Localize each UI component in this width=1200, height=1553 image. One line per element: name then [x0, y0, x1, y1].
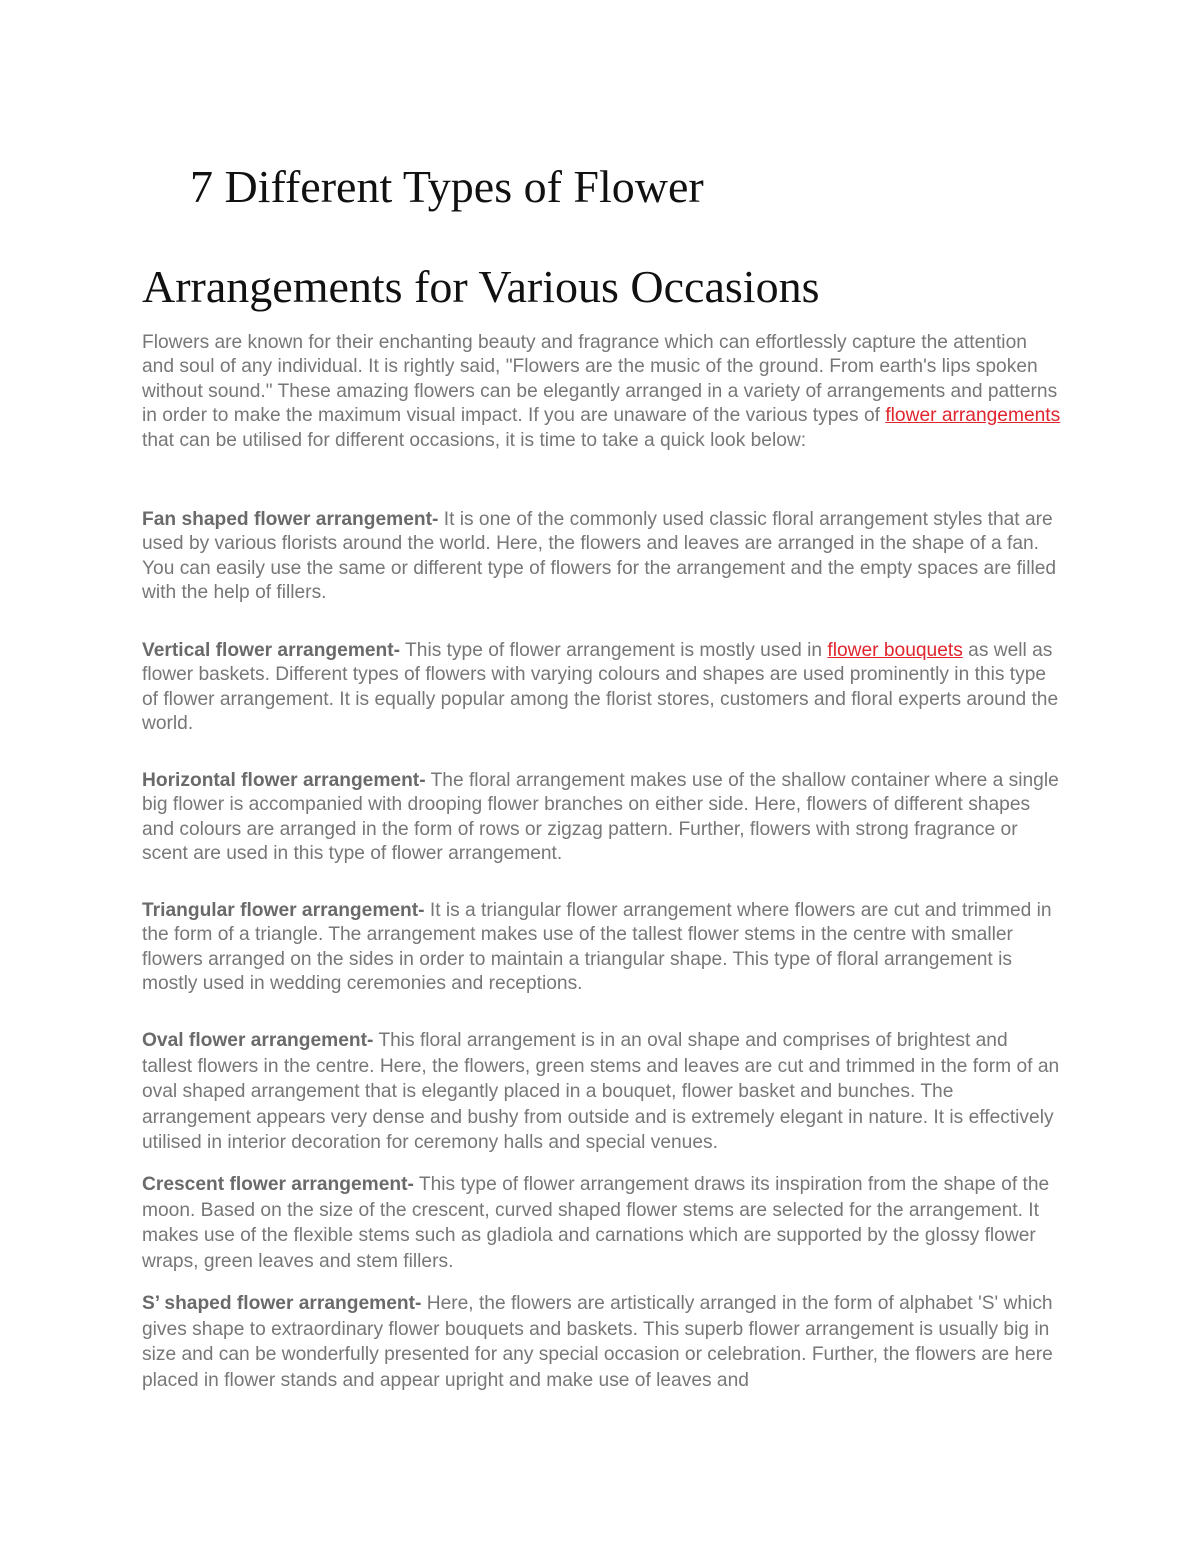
s-shaped-heading: S’ shaped flower arrangement-: [142, 1293, 422, 1314]
vertical-text-after-link: as well as flower baskets. Different types of flowers with varying colours and shapes are used prominently in this type of flower arrangement. It is equally popular among the florist stores, customers and floral experts around the world.: [142, 640, 1059, 735]
fan-shaped-heading: Fan shaped flower arrangement-: [142, 509, 439, 530]
oval-heading: Oval flower arrangement-: [142, 1030, 374, 1051]
crescent-text: This type of flower arrangement draws its inspiration from the shape of the moon. Based on the size of the crescent, curved shaped flower stems are selected for the arrangement. It makes use of the flexible stems such as gladiola and carnations which are supported by the glossy flower wraps, green leaves and stem fillers.: [142, 1174, 1050, 1272]
s-shaped-text: Here, the flowers are artistically arranged in the form of alphabet 'S' which gives shape to extraordinary flower bouquets and baskets. This superb flower arrangement is usually big in size and can be wonderfully presented for any special occasion or celebration. Further, the flowers are here placed in flower stands and appear upright and make use of leaves and: [142, 1293, 1053, 1391]
triangular-paragraph: [142, 899, 1062, 997]
intro-text-after-link: that can be utilised for different occasions, it is time to take a quick look below:: [142, 429, 807, 451]
crescent-paragraph: [142, 1172, 1062, 1274]
vertical-heading: Vertical flower arrangement-: [142, 640, 401, 661]
intro-paragraph: [142, 331, 1062, 453]
oval-text: This floral arrangement is in an oval shape and comprises of brightest and tallest flowers in the centre. Here, the flowers, green stems and leaves are cut and trimmed in the form of an oval shaped arrangement that is elegantly placed in a bouquet, flower basket and bunches. The arrangement appears very dense and bushy from outside and is extremely elegant in nature. It is effectively utilised in interior decoration for ceremony halls and special venues.: [142, 1030, 1060, 1154]
flower-bouquets-link[interactable]: flower bouquets: [827, 640, 963, 661]
document-title-line-1: 7 Different Types of Flower: [190, 161, 704, 212]
horizontal-text: The floral arrangement makes use of the shallow container where a single big flower is accompanied with drooping flower branches on either side. Here, flowers of different shapes and colours are arranged in the form of rows or zigzag pattern. Further, flowers with strong fragrance or scent are used in this type of flower arrangement.: [142, 770, 1059, 865]
triangular-heading: Triangular flower arrangement-: [142, 900, 425, 921]
vertical-paragraph: [142, 639, 1062, 737]
horizontal-heading: Horizontal flower arrangement-: [142, 770, 426, 791]
fan-shaped-paragraph: [142, 508, 1062, 606]
crescent-heading: Crescent flower arrangement-: [142, 1174, 414, 1195]
fan-shaped-text: It is one of the commonly used classic floral arrangement styles that are used by various florists around the world. Here, the flowers and leaves are arranged in the shape of a fan. You can easily use the same or different type of flowers for the arrangement and the empty spaces are filled with the help of fillers.: [142, 509, 1057, 604]
horizontal-paragraph: [142, 769, 1062, 867]
oval-paragraph: [142, 1028, 1062, 1156]
triangular-text: It is a triangular flower arrangement where flowers are cut and trimmed in the form of a triangle. The arrangement makes use of the tallest flower stems in the centre with smaller flowers arranged on the sides in order to maintain a triangular shape. This type of floral arrangement is mostly used in wedding ceremonies and receptions.: [142, 900, 1052, 995]
s-shaped-paragraph: [142, 1291, 1062, 1393]
intro-text-before-link: Flowers are known for their enchanting beauty and fragrance which can effortlessly capture the attention and soul of any individual. It is rightly said, "Flowers are the music of the ground. From earth's lips spoken without sound." These amazing flowers can be elegantly arranged in a variety of arrangements and patterns in order to make the maximum visual impact. If you are unaware of the various types of: [142, 332, 1058, 427]
vertical-text-before-link: This type of flower arrangement is mostly used in: [400, 640, 828, 661]
flower-arrangements-link[interactable]: flower arrangements: [885, 405, 1061, 427]
document-title-line-2: Arrangements for Various Occasions: [142, 261, 820, 312]
